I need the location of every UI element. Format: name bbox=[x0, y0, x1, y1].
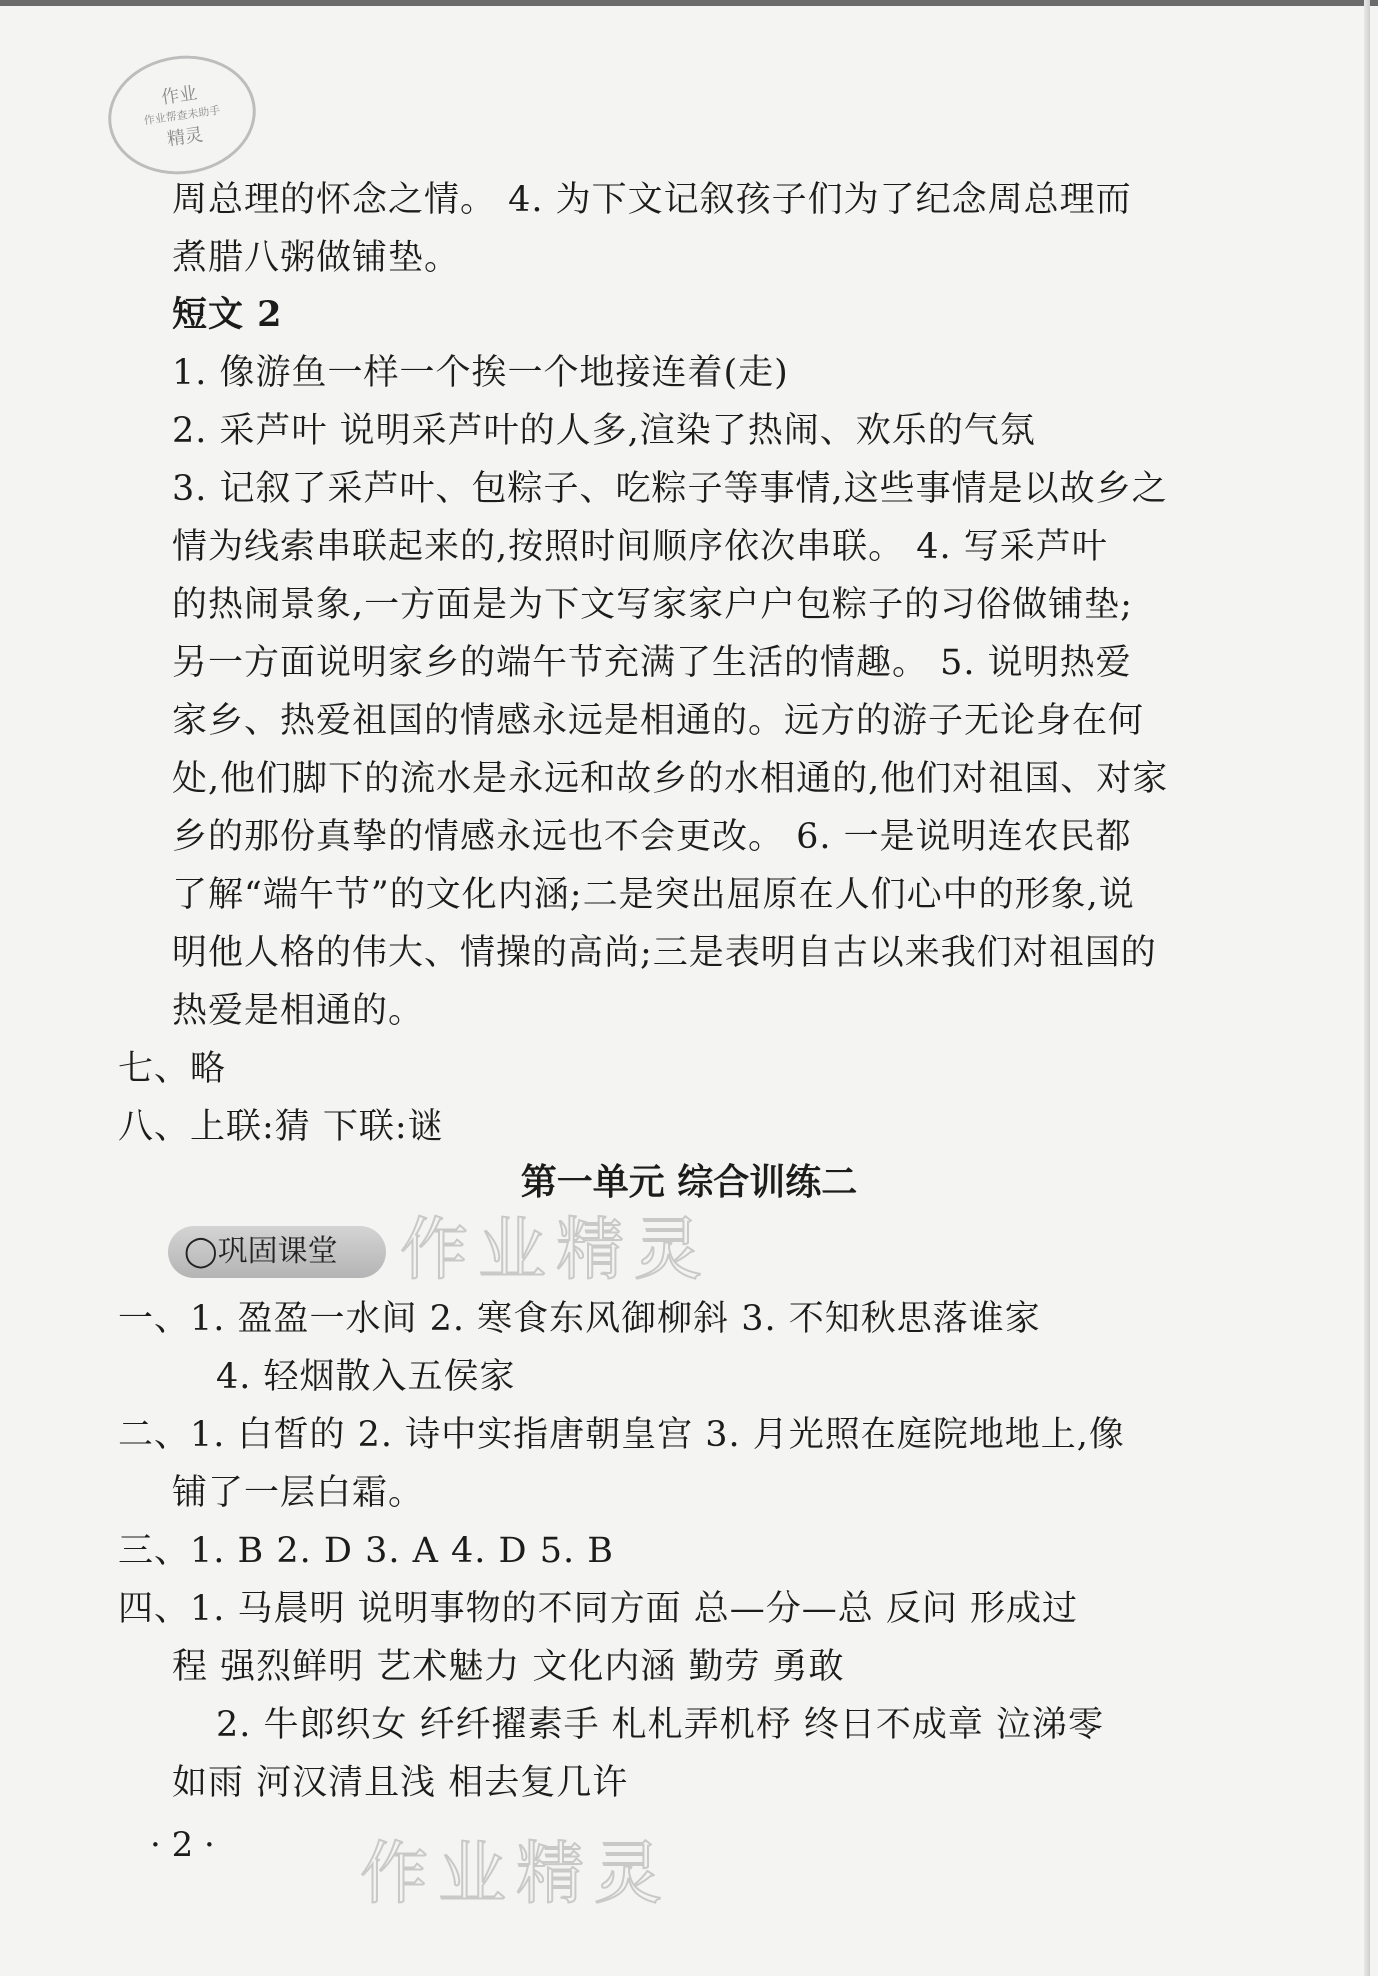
text-line: 周总理的怀念之情。 4. 为下文记叙孩子们为了纪念周总理而 bbox=[172, 180, 1132, 220]
text-line: 热爱是相通的。 bbox=[172, 991, 425, 1031]
text-line: 情为线索串联起来的,按照时间顺序依次串联。 4. 写采芦叶 bbox=[172, 527, 1108, 567]
text-line: 了解“端午节”的文化内涵;二是突出屈原在人们心中的形象,说 bbox=[172, 875, 1135, 915]
logo-stamp bbox=[101, 46, 264, 183]
watermark-text-bottom: 作业精灵 bbox=[360, 1835, 673, 1914]
text-line: 七、略 bbox=[118, 1049, 227, 1089]
subsection-heading: 短文 2 bbox=[172, 294, 283, 335]
page-number: · 2 · bbox=[150, 1825, 215, 1865]
text-line: 八、上联:猜 下联:谜 bbox=[118, 1107, 444, 1147]
answer-line: 2. 牛郎织女 纤纤擢素手 札札弄机杼 终日不成章 泣涕零 bbox=[216, 1705, 1105, 1745]
scan-right-edge bbox=[1364, 0, 1370, 1976]
answer-line: 铺了一层白霜。 bbox=[172, 1473, 425, 1513]
text-line: 的热闹景象,一方面是为下文写家家户户包粽子的习俗做铺垫; bbox=[172, 585, 1133, 625]
text-line: 2. 采芦叶 说明采芦叶的人多,渲染了热闹、欢乐的气氛 bbox=[172, 411, 1036, 451]
answer-line: 4. 轻烟散入五侯家 bbox=[216, 1357, 516, 1397]
answer-line: 如雨 河汉清且浅 相去复几许 bbox=[172, 1763, 629, 1803]
answer-line: 程 强烈鲜明 艺术魅力 文化内涵 勤劳 勇敢 bbox=[172, 1647, 845, 1687]
answer-line: 一、1. 盈盈一水间 2. 寒食东风御柳斜 3. 不知秋思落谁家 bbox=[118, 1299, 1041, 1339]
stamp-text-top: 作业 bbox=[159, 82, 199, 109]
answer-line: 三、1. B 2. D 3. A 4. D 5. B bbox=[118, 1531, 614, 1571]
text-line: 3. 记叙了采芦叶、包粽子、吃粽子等事情,这些事情是以故乡之 bbox=[172, 469, 1168, 509]
stamp-text-bottom: 精灵 bbox=[165, 124, 205, 151]
answer-line: 二、1. 白皙的 2. 诗中实指唐朝皇宫 3. 月光照在庭院地地上,像 bbox=[118, 1415, 1125, 1455]
scan-top-edge bbox=[0, 0, 1378, 6]
section-label: ◯巩固课堂 bbox=[168, 1226, 386, 1278]
text-line: 家乡、热爱祖国的情感永远是相通的。远方的游子无论身在何 bbox=[172, 701, 1145, 741]
watermark-text: 作业精灵 bbox=[400, 1211, 713, 1290]
text-line: 乡的那份真挚的情感永远也不会更改。 6. 一是说明连农民都 bbox=[172, 817, 1132, 857]
text-line: 1. 像游鱼一样一个挨一个地接连着(走) bbox=[172, 353, 789, 393]
stamp-text-middle: 作业帮查未助手 bbox=[143, 103, 222, 128]
text-line: 煮腊八粥做铺垫。 bbox=[172, 238, 461, 278]
text-line: 明他人格的伟大、情操的高尚;三是表明自古以来我们对祖国的 bbox=[172, 933, 1157, 973]
text-line: 另一方面说明家乡的端午节充满了生活的情趣。 5. 说明热爱 bbox=[172, 643, 1132, 683]
answer-line: 四、1. 马晨明 说明事物的不同方面 总—分—总 反问 形成过 bbox=[118, 1589, 1079, 1629]
text-line: 处,他们脚下的流水是永远和故乡的水相通的,他们对祖国、对家 bbox=[172, 759, 1169, 799]
unit-title: 第一单元 综合训练二 bbox=[520, 1162, 858, 1203]
